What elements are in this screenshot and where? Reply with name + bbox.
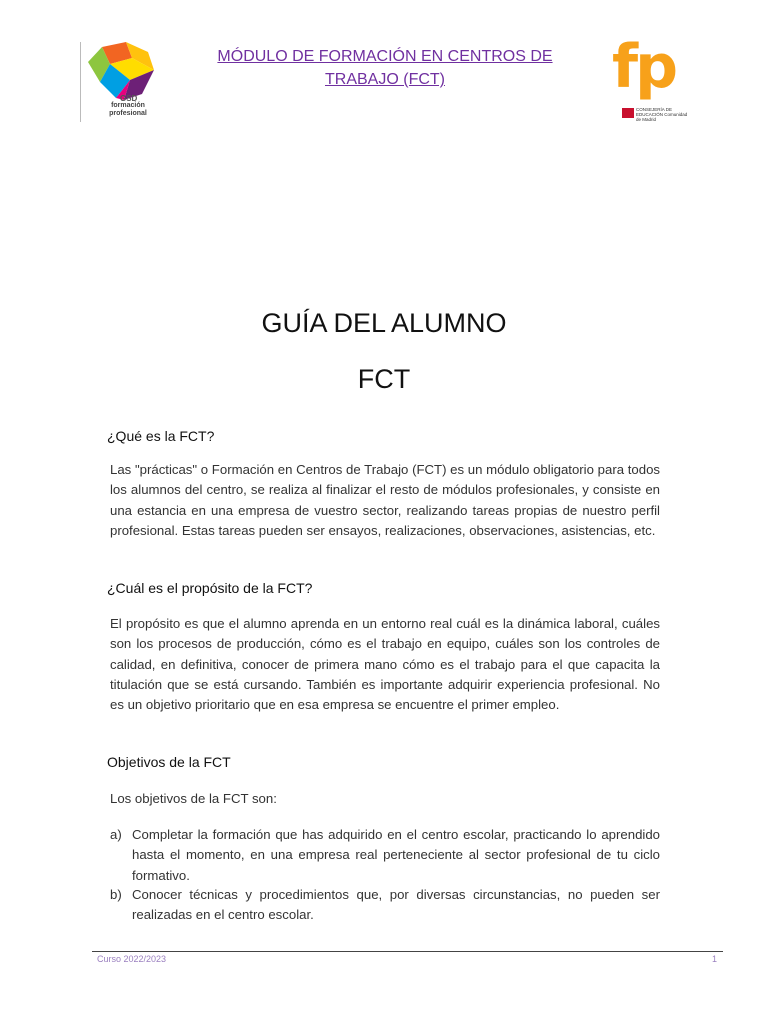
section-body-objectives: Los objetivos de la FCT son: bbox=[110, 791, 277, 806]
footer-course: Curso 2022/2023 bbox=[97, 954, 167, 964]
fp-brand: fp bbox=[612, 32, 676, 102]
footer-page-number: 1 bbox=[712, 954, 718, 964]
list-item-text: Completar la formación que has adquirido en el centro escolar, practicando lo aprendido hasta el momento, en una empresa real perteneciente al sector profesional de tu ciclo formativo. bbox=[132, 827, 660, 883]
section-body-purpose: El propósito es que el alumno aprenda en un entorno real cuál es la dinámica laboral, cuáles son los procesos de producción, cómo es el trabajo en equipo, cuáles son los controles de calidad, en definitiva, conocer de primera mano cómo es el trabajo para el que capacita la titulación que se está cursando. También es importante adquirir experiencia profesional. No es un objetivo prioritario que en esa empresa se encuentre el primer empleo. bbox=[110, 616, 660, 713]
fp-madrid-logo bbox=[612, 32, 692, 122]
list-item-text: Conocer técnicas y procedimientos que, por diversas circunstancias, no pueden ser realizadas en el centro escolar. bbox=[132, 887, 660, 923]
list-marker: a) bbox=[110, 827, 122, 842]
header-title-line2: TRABAJO (FCT) bbox=[325, 71, 445, 88]
madrid-caption: CONSEJERÍA DE EDUCACIÓN Comunidad de Madrid bbox=[636, 107, 688, 122]
page-subtitle: FCT bbox=[357, 364, 411, 394]
footer-divider bbox=[92, 951, 723, 952]
gsd-logo bbox=[80, 42, 160, 124]
gsd-brand: GSD bbox=[120, 94, 138, 103]
list-marker: b) bbox=[110, 887, 122, 902]
header-title-line1: MÓDULO DE FORMACIÓN EN CENTROS DE bbox=[217, 48, 553, 65]
gsd-tagline-line2: profesional bbox=[109, 110, 147, 117]
gsd-tagline bbox=[102, 102, 154, 118]
madrid-flag-icon bbox=[622, 108, 634, 118]
gsd-tagline-line1: formación bbox=[111, 102, 145, 109]
page-title: GUÍA DEL ALUMNO bbox=[261, 308, 507, 338]
section-heading-objectives: Objetivos de la FCT bbox=[107, 754, 231, 770]
section-heading-purpose: ¿Cuál es el propósito de la FCT? bbox=[107, 580, 313, 596]
header-title bbox=[190, 45, 580, 91]
gsd-cube-icon bbox=[80, 42, 160, 102]
section-heading-what: ¿Qué es la FCT? bbox=[107, 428, 215, 444]
section-body-what: Las "prácticas" o Formación en Centros de Trabajo (FCT) es un módulo obligatorio para todos los alumnos del centro, se realiza al finalizar el resto de módulos profesionales, y consiste en una estancia en una empresa de vuestro sector, realizando tareas propias de nuestro perfil profesional. Estas tareas pueden ser ensayos, realizaciones, observaciones, asistencias, etc. bbox=[110, 462, 660, 538]
